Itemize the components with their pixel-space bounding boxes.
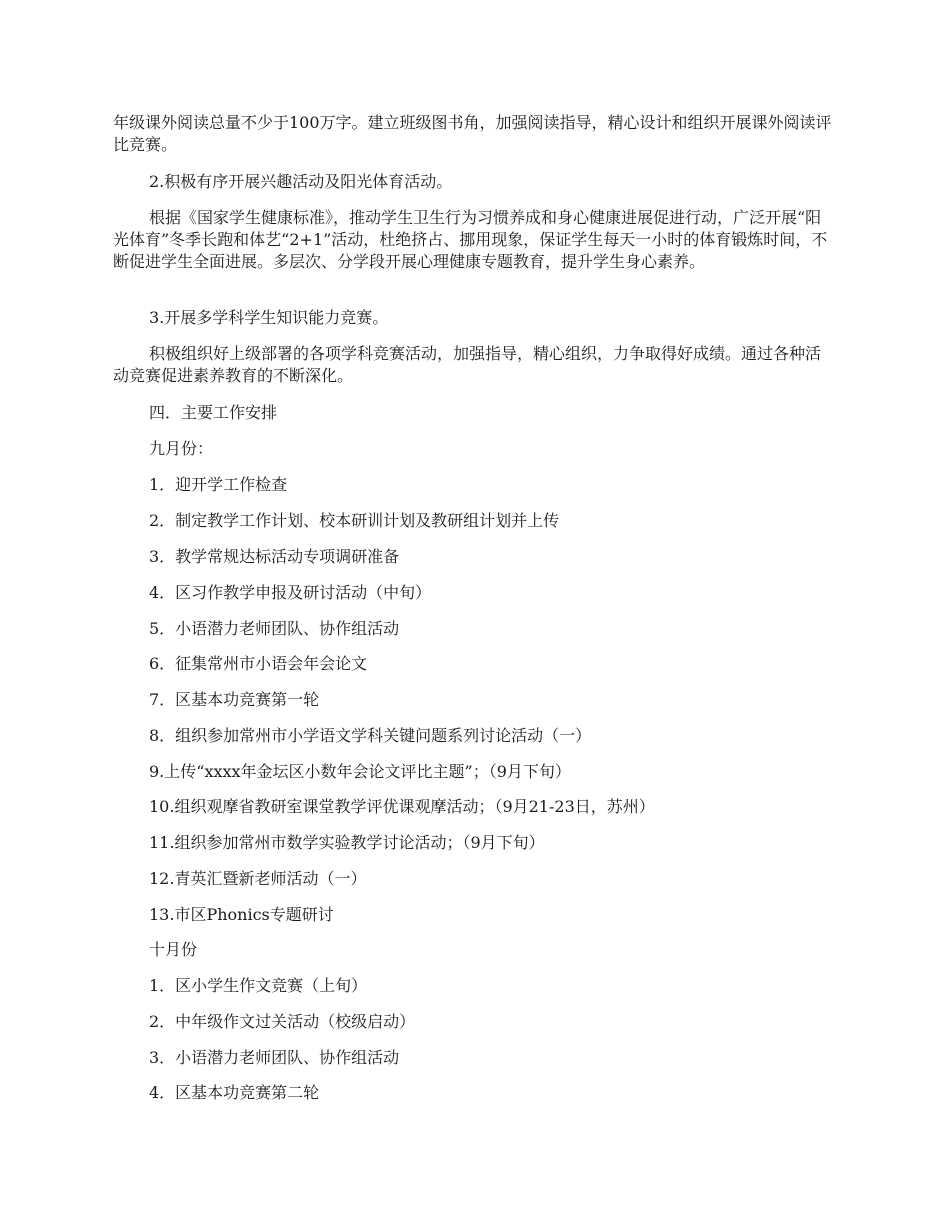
list-item: 4．区习作教学申报及研讨活动（中旬） bbox=[149, 583, 432, 602]
october-heading: 十月份 bbox=[149, 940, 198, 959]
list-item: 7．区基本功竞赛第一轮 bbox=[149, 690, 320, 709]
list-item: 8．组织参加常州市小学语文学科关键问题系列讨论活动（一） bbox=[149, 726, 592, 745]
list-item: 1．区小学生作文竞赛（上旬） bbox=[149, 976, 368, 995]
paragraph-reading: 年级课外阅读总量不少于100万字。建立班级图书角，加强阅读指导，精心设计和组织开展课外阅读评比竞赛。 bbox=[113, 113, 832, 154]
list-item: 1．迎开学工作检查 bbox=[149, 475, 288, 494]
list-item: 2．中年级作文过关活动（校级启动） bbox=[149, 1012, 416, 1031]
paragraph-health: 根据《国家学生健康标准》，推动学生卫生行为习惯养成和身心健康进展促进行动，广泛开展“阳光体育”冬季长跑和体艺“2+1”活动，杜绝挤占、挪用现象，保证学生每天一小时的体育锻炼时间，不断促进学生全面进展。多层次、分学段开展心理健康专题教育，提升学生身心素养。 bbox=[113, 208, 828, 271]
list-item: 3．小语潜力老师团队、协作组活动 bbox=[149, 1048, 400, 1067]
paragraph-subheading-competition: 3.开展多学科学生知识能力竞赛。 bbox=[149, 308, 389, 327]
list-item: 10.组织观摩省教研室课堂教学评优课观摩活动；（9月21-23日，苏州） bbox=[149, 797, 655, 816]
list-item: 6．征集常州市小语会年会论文 bbox=[149, 654, 368, 673]
list-item: 2．制定教学工作计划、校本研训计划及教研组计划并上传 bbox=[149, 511, 560, 530]
section-heading: 四．主要工作安排 bbox=[149, 403, 278, 422]
september-heading: 九月份： bbox=[149, 439, 214, 458]
paragraph-competition: 积极组织好上级部署的各项学科竞赛活动，加强指导，精心组织，力争取得好成绩。通过各种活动竞赛促进素养教育的不断深化。 bbox=[113, 344, 822, 385]
list-item: 9.上传“xxxx年金坛区小数年会论文评比主题”；（9月下旬） bbox=[149, 762, 571, 781]
paragraph-subheading-activities: 2.积极有序开展兴趣活动及阳光体育活动。 bbox=[149, 172, 453, 191]
list-item: 12.青英汇暨新老师活动（一） bbox=[149, 869, 367, 888]
list-item: 5．小语潜力老师团队、协作组活动 bbox=[149, 619, 400, 638]
list-item: 13.市区Phonics专题研讨 bbox=[149, 905, 334, 924]
list-item: 11.组织参加常州市数学实验教学讨论活动；（9月下旬） bbox=[149, 833, 545, 852]
list-item: 3．教学常规达标活动专项调研准备 bbox=[149, 547, 400, 566]
list-item: 4．区基本功竞赛第二轮 bbox=[149, 1083, 320, 1102]
